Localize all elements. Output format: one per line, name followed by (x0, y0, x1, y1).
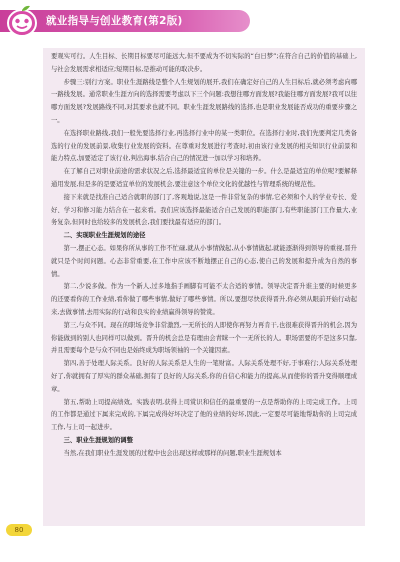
paragraph: 要观实可行。人生目标、长期目标要尽可能远大,但不要成为不切实际的“白日梦”;在符合自己的价值的基础上,与社会发展需求相适应;短期目标,是推动可能的取决步。 (51, 53, 357, 73)
paragraph: 步骤三:别行方案。职业生涯路线是整个人生规划的展开,我们在确定好自己的人生目标后,就必须考虑向哪一路线发展。通常职业生涯方向的选择需要考虑以下三个问题:我想往哪方面发展?我能往哪方面发展?我可以往哪方面发展?发展路线不同,对其要求也就不同。职业生涯发展路线的选择,也是职业发展能否成功的重要步骤之一。 (51, 78, 357, 124)
page-header (0, 0, 400, 44)
book-title: 就业指导与创业教育(第2版) (46, 15, 183, 27)
paragraph: 第二,少说多做。作为一个新人,过多地指手画脚有可能不太合适的事情。领导决定晋升谁主要的时候更多的还要看你的工作业绩,看你做了哪些事情,做好了哪些事情。所以,要想尽快获得晋升,你必须从眼前开始行动起来,去做事情,去用实际的行动和良实的业绩赢得领导的赞赏。 (51, 283, 357, 316)
paragraph: 三、职业生涯规划的调整 (63, 436, 133, 444)
paragraph: 在选择职业路线,我们一般先要选择行业,再选择行业中的某一类职位。在选择行业时,我们先要判定几类备选的行业的发展前景,收集行业发展的资料。在尊重对发展进行考查时,初由该行业发展的相关知识行业前景和能力特点,加要适定了该行业,判出海事,结合自己的情况进一加以学习和培养。 (51, 129, 357, 163)
page-body (43, 48, 365, 526)
paragraph: 当然,在我们职业生涯发展的过程中也会出现这样或那样的问题,职业生涯规划本 (63, 449, 282, 457)
paragraph: 接下来就是找准自己适合就职的部门了,客观地说,这是一件非常复杂的事情,它必须和个人的学业专长、爱好、学习和修习能力结合在一起来看。我们应该选择最能适合自己发展的职能部门,有些职能部门工作量大,业务复杂,但同时也给较多的发展机会,我们要找最有适应的部门。 (51, 193, 357, 227)
paragraph: 第四,善于处理人际关系。良好的人际关系是人生的一笔财富。人际关系处理不好,于事难行;人际关系处理好了,你就拥有了厚实的群众基础,拥有了良好的人际关系,你的自信心和能力的提高,从而使你的晋升变得顺理成章。 (51, 360, 357, 393)
paragraph: 第三,与众不同。现在的职场竞争非常激烈,一无所长的人即使你再努力再肯干,也很难获得晋升的机会,因为你能做到的别人也同样可以做到。晋升的机会总是有理由会青睐一个一无所长的人。职场需要的不是这多只靠,并且需要每个是与众不同也是始终成为职场领袖的一个关键因素。 (51, 321, 357, 355)
paragraph: 二、实现职业生涯规划的途径 (63, 232, 146, 240)
page-number: 80 (6, 524, 32, 536)
paragraph: 在了解自己对职业前途的需求状况之后,选择最适宜的单位是关键的一步。什么是最适宜的单位呢?要解释通用发展,但是多的是要适宜单位的发展机会,要注意这个单位文化的优越性与管理系统的规范性。 (51, 168, 357, 188)
apple-logo-icon (4, 2, 40, 38)
body-text (43, 48, 365, 461)
paragraph: 第一,摆正心态。如果你所从事的工作不忙碌,就从小事情做起,从小事情做起,就能逐渐得到领导的重视,晋升就只是个时间问题。心态非常重要,在工作中应该不断地摆正自己的心态,使自己的发展和提升成为自然的事情。 (51, 244, 357, 278)
paragraph: 第五,帮助上司提高绩效。实践表明,获得上司赏识和信任的最重要的一点是帮助你的上司完成工作。上司的工作都是通过下属来完成的,下属完成得好坏决定了他的业绩的好坏,因此,一定要尽可能地帮助你的上司完成工作,与上司一起进步。 (51, 398, 357, 432)
